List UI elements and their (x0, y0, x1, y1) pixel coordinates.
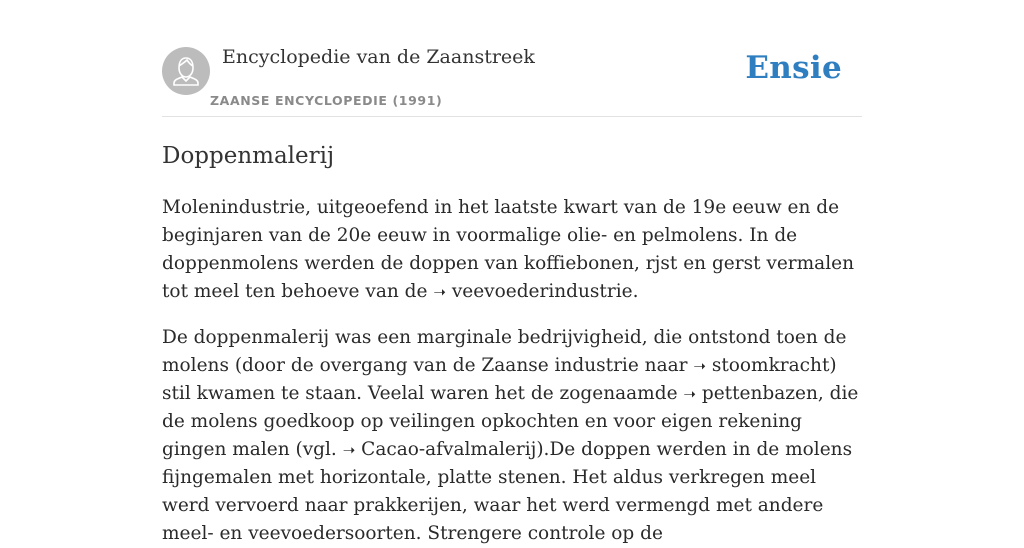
arrow-right-icon: ➝ (342, 441, 356, 459)
xref-pettenbazen[interactable] (683, 383, 817, 404)
xref-label: veevoederindustrie (451, 281, 633, 302)
entry-title: Doppenmalerij (162, 143, 335, 169)
xref-label: Cacao-afvalmalerij (361, 439, 537, 460)
entry-paragraph-1 (162, 194, 862, 306)
xref-veevoederindustrie[interactable] (433, 281, 632, 302)
entry-paragraph-2 (162, 324, 862, 548)
paragraph-text: Molenindustrie, uitgeoefend in het laatste kwart van de 19e eeuw en de beginjaren van de 20e eeuw in voormalige olie- en pelmolens. In de doppenmolens werden de doppen van koffiebonen, rjst en gerst vermalen tot meel ten behoeve van de (162, 197, 854, 302)
arrow-right-icon: ➝ (433, 283, 446, 301)
paragraph-text: . (632, 281, 639, 302)
arrow-right-icon: ➝ (693, 357, 706, 375)
source-header (162, 0, 862, 117)
xref-label: stoomkracht (711, 355, 830, 376)
source-subtitle: ZAANSE ENCYCLOPEDIE (1991) (210, 93, 443, 108)
user-icon (162, 47, 210, 95)
paragraph-text: , die de molens goedkoop op veilingen opkochten en voor eigen rekening gingen malen (vgl. (162, 383, 859, 460)
paragraph-text: ).De doppen werden in de molens fijngemalen met horizontale, platte stenen. Het aldus verkregen meel werd vervoerd naar prakkerijen, waar het werd vermengd met andere meel- en veevoedersoorten. Strengere controle op de (162, 439, 853, 544)
xref-cacao-afvalmalerij[interactable] (343, 439, 537, 460)
source-title-link[interactable]: Encyclopedie van de Zaanstreek (222, 46, 535, 68)
xref-label: pettenbazen (701, 383, 818, 404)
brand-logo-link[interactable]: Ensie (745, 50, 842, 86)
paragraph-text: De doppenmalerij was een marginale bedrijvigheid, die ontstond toen de molens (door de overgang van de Zaanse industrie naar (162, 327, 847, 376)
source-avatar[interactable] (162, 47, 210, 95)
article-page (162, 0, 862, 544)
paragraph-text: ) stil kwamen te staan. Veelal waren het de zogenaamde (162, 355, 837, 404)
xref-stoomkracht[interactable] (693, 355, 829, 376)
arrow-right-icon: ➝ (683, 385, 696, 403)
